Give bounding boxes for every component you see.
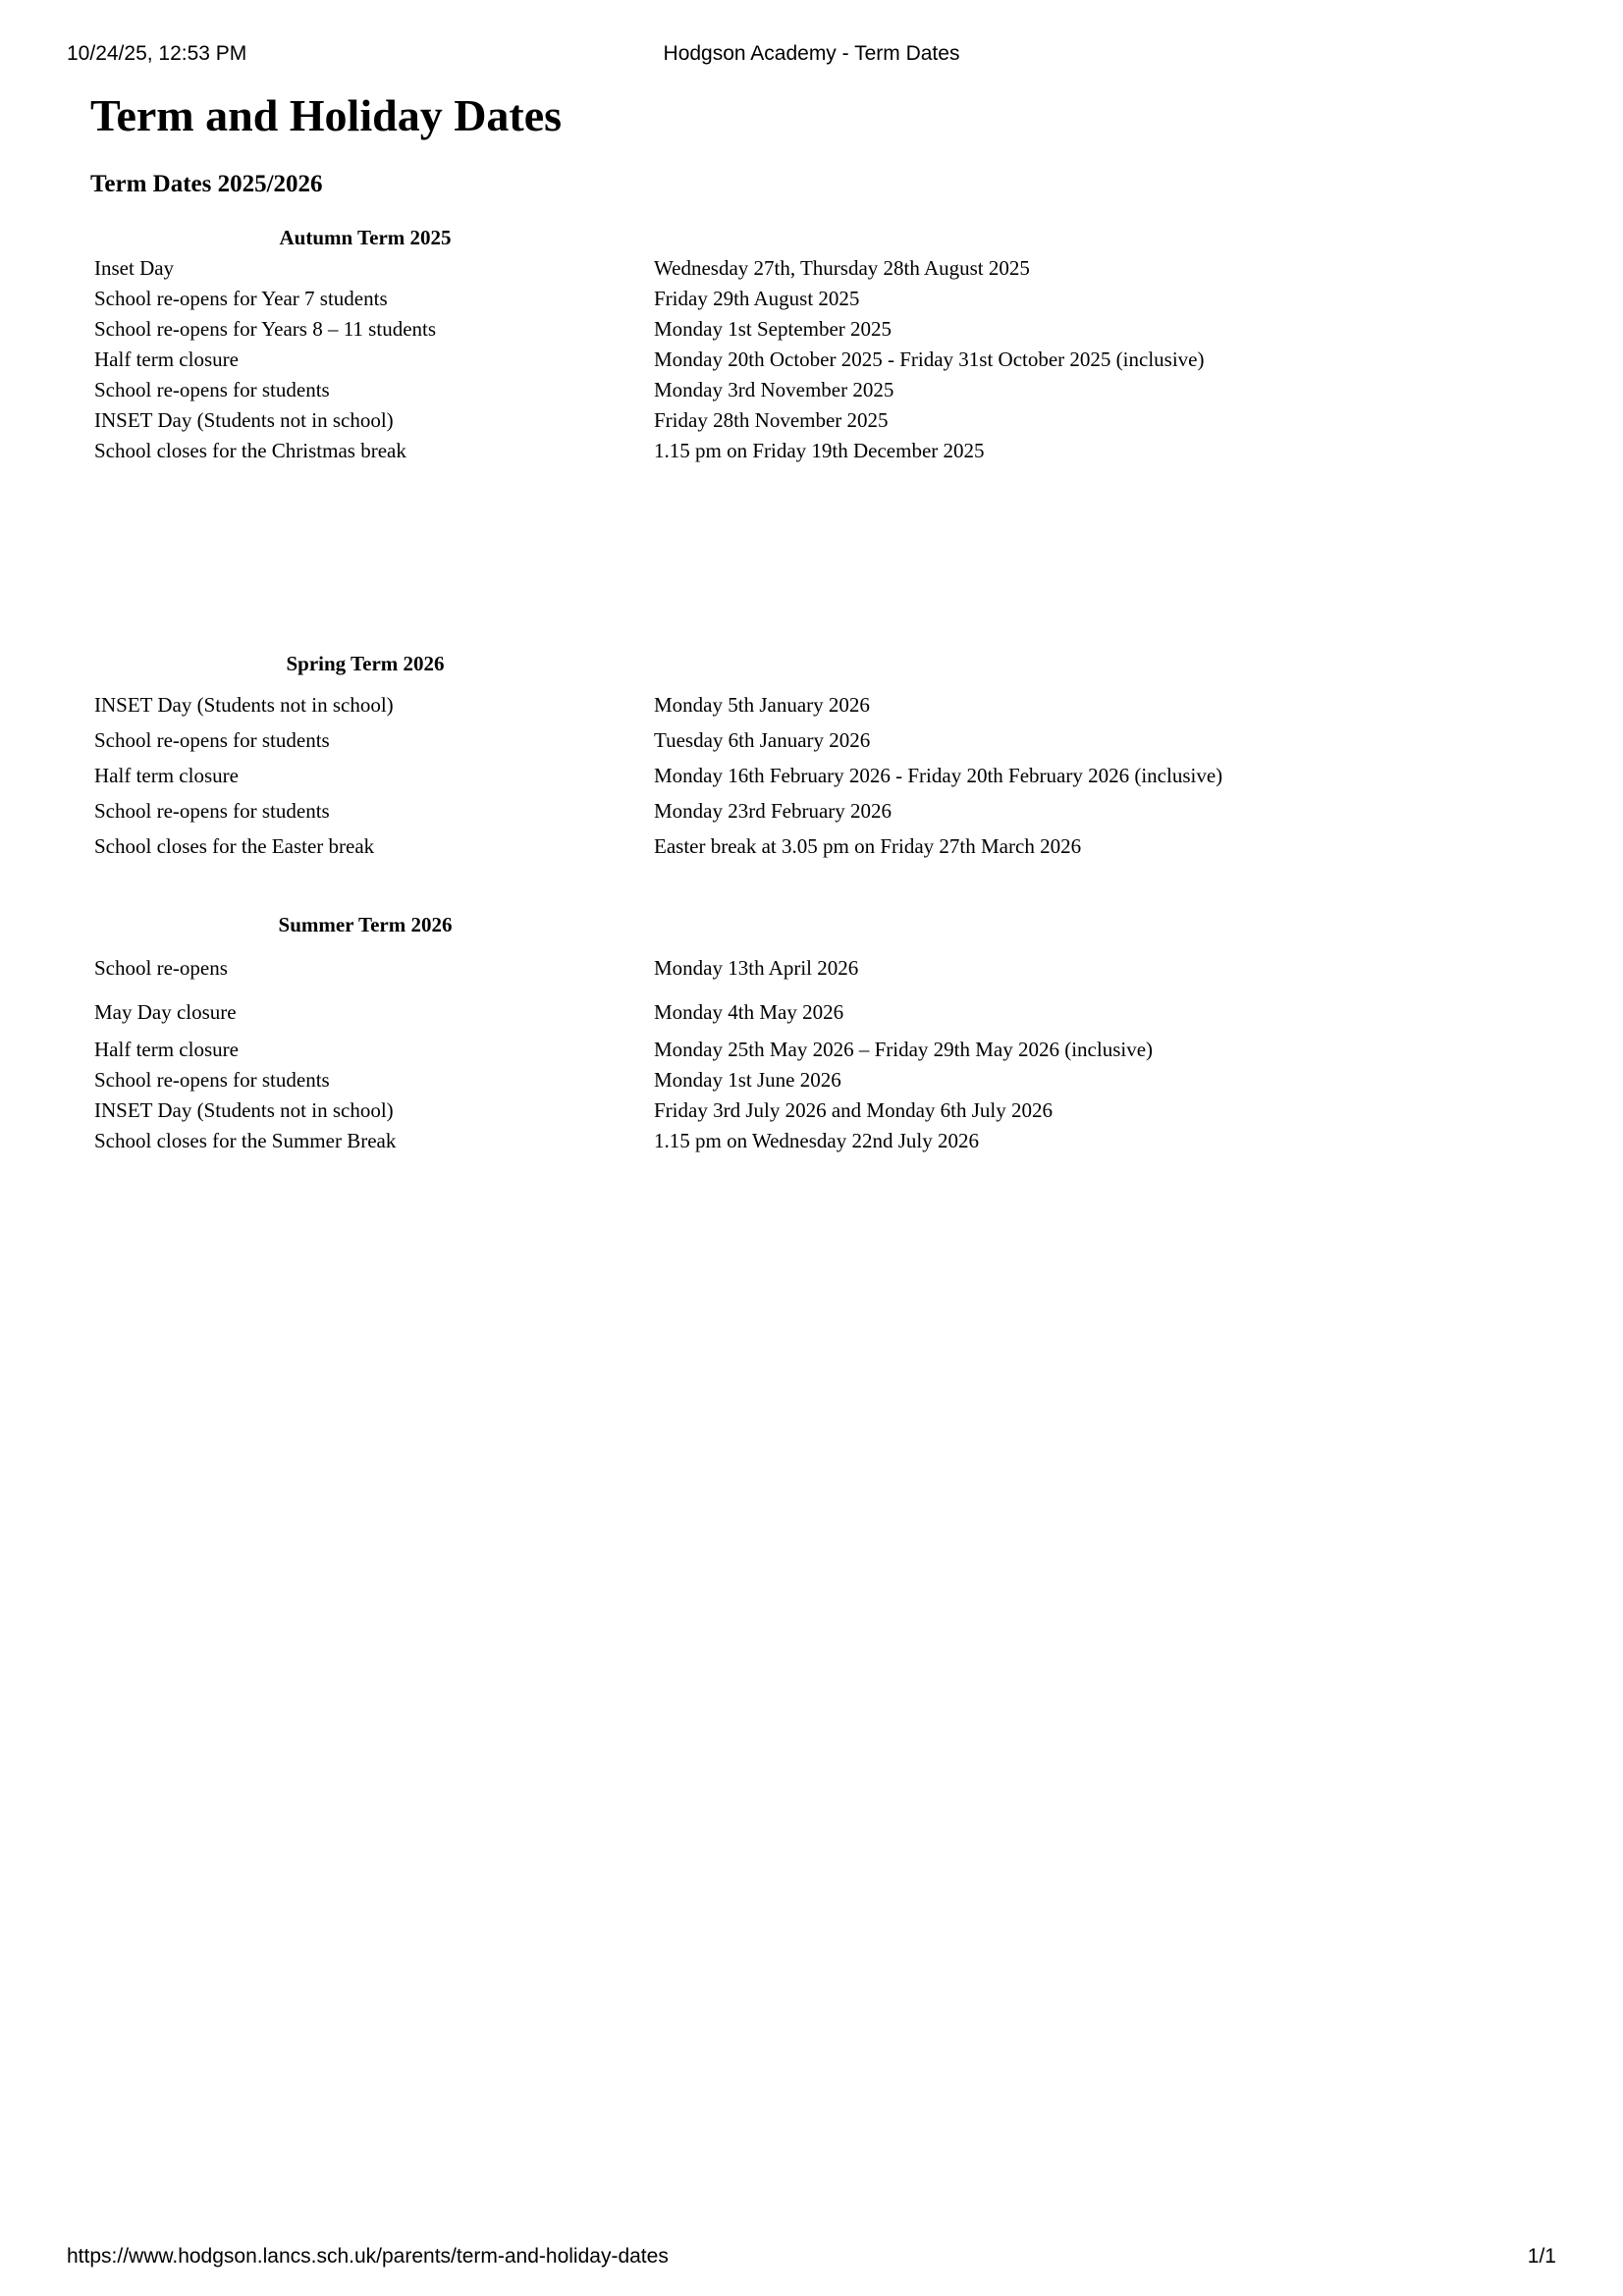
event-date: Tuesday 6th January 2026 — [654, 728, 871, 752]
print-url: https://www.hodgson.lancs.sch.uk/parents/term-and-holiday-dates — [67, 2245, 669, 2268]
event-date: 1.15 pm on Wednesday 22nd July 2026 — [654, 1129, 979, 1152]
event-date: Easter break at 3.05 pm on Friday 27th March 2026 — [654, 834, 1082, 858]
table-row — [90, 758, 1226, 793]
table-row — [90, 995, 1157, 1035]
event-label: School re-opens for students — [94, 1068, 330, 1092]
event-date: Monday 1st September 2025 — [654, 317, 893, 341]
table-row — [90, 722, 1226, 758]
print-page-number: 1/1 — [1527, 2245, 1556, 2268]
event-date: Monday 13th April 2026 — [654, 956, 859, 980]
event-label: Half term closure — [94, 347, 239, 371]
print-header — [67, 41, 1556, 67]
event-label: School closes for the Summer Break — [94, 1129, 397, 1152]
table-row — [90, 828, 1226, 864]
table-row — [90, 345, 1208, 375]
term-dates-heading: Term Dates 2025/2026 — [90, 171, 323, 197]
term-heading: Summer Term 2026 — [278, 913, 453, 936]
event-date: Monday 1st June 2026 — [654, 1068, 841, 1092]
event-label: School closes for the Easter break — [94, 834, 375, 858]
event-date: Monday 3rd November 2025 — [654, 378, 894, 401]
table-row — [90, 1126, 1157, 1156]
table-row — [90, 284, 1208, 314]
event-date: Wednesday 27th, Thursday 28th August 2025 — [654, 256, 1030, 280]
table-row — [90, 436, 1208, 466]
term-dates-table — [90, 950, 1157, 1156]
event-label: Half term closure — [94, 1038, 239, 1061]
event-date: Monday 16th February 2026 - Friday 20th February 2026 (inclusive) — [654, 764, 1223, 787]
table-row — [90, 1065, 1157, 1095]
print-page-title: Hodgson Academy - Term Dates — [663, 42, 960, 65]
page-title: Term and Holiday Dates — [90, 90, 563, 140]
event-label: School re-opens for students — [94, 728, 330, 752]
event-date: Monday 25th May 2026 – Friday 29th May 2026 (inclusive) — [654, 1038, 1154, 1061]
print-footer — [67, 2244, 1556, 2269]
event-date: Friday 3rd July 2026 and Monday 6th July 2026 — [654, 1098, 1053, 1122]
table-row — [90, 793, 1226, 828]
event-label: Half term closure — [94, 764, 239, 787]
event-label: School re-opens for Year 7 students — [94, 287, 388, 310]
table-row — [90, 253, 1208, 284]
document — [90, 86, 1504, 1152]
table-row — [90, 405, 1208, 436]
table-row — [90, 375, 1208, 405]
event-date: Monday 4th May 2026 — [654, 1000, 844, 1024]
term-dates-table — [90, 253, 1208, 466]
term-heading: Spring Term 2026 — [286, 652, 445, 675]
table-row — [90, 950, 1157, 995]
table-row — [90, 314, 1208, 345]
event-date: Monday 20th October 2025 - Friday 31st October 2025 (inclusive) — [654, 347, 1205, 371]
table-row — [90, 687, 1226, 722]
event-date: Monday 23rd February 2026 — [654, 799, 893, 823]
event-label: Inset Day — [94, 256, 175, 280]
event-label: School re-opens for students — [94, 799, 330, 823]
event-label: School re-opens — [94, 956, 228, 980]
event-label: INSET Day (Students not in school) — [94, 1098, 394, 1122]
print-datetime: 10/24/25, 12:53 PM — [67, 42, 247, 65]
term-heading: Autumn Term 2025 — [279, 226, 452, 249]
table-row — [90, 1095, 1157, 1126]
event-date: 1.15 pm on Friday 19th December 2025 — [654, 439, 985, 462]
event-label: INSET Day (Students not in school) — [94, 408, 394, 432]
event-date: Friday 28th November 2025 — [654, 408, 889, 432]
event-date: Friday 29th August 2025 — [654, 287, 860, 310]
event-label: School re-opens for students — [94, 378, 330, 401]
event-label: May Day closure — [94, 1000, 237, 1024]
event-label: INSET Day (Students not in school) — [94, 693, 394, 717]
event-label: School re-opens for Years 8 – 11 students — [94, 317, 437, 341]
event-date: Monday 5th January 2026 — [654, 693, 870, 717]
term-dates-table — [90, 687, 1226, 864]
table-row — [90, 1035, 1157, 1065]
event-label: School closes for the Christmas break — [94, 439, 406, 462]
